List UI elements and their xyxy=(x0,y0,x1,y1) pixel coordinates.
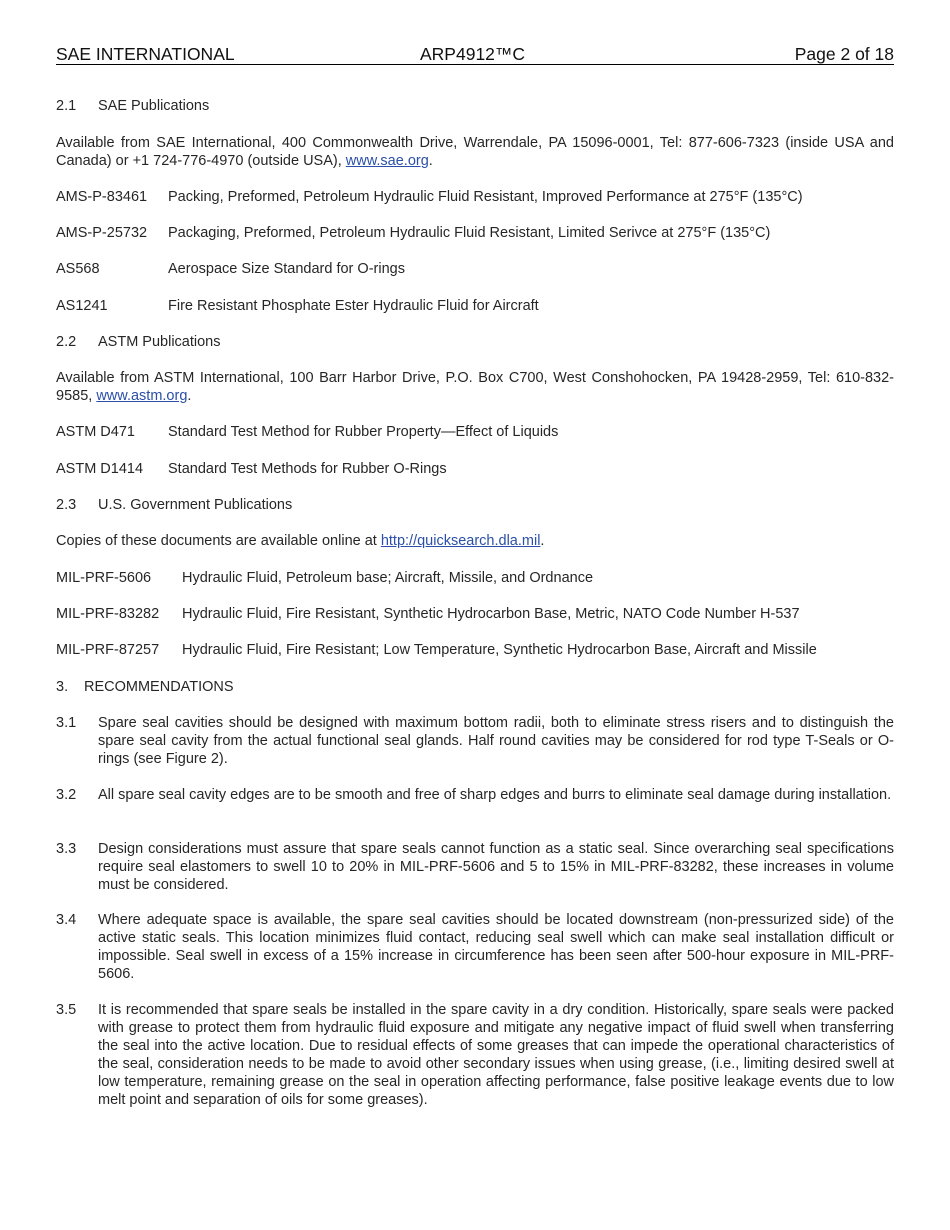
reference-title: Hydraulic Fluid, Fire Resistant, Synthetic Hydrocarbon Base, Metric, NATO Code Number H-537 xyxy=(182,606,800,622)
reference-row xyxy=(56,297,894,315)
reference-row xyxy=(56,188,894,206)
availability-text: Copies of these documents are available online at xyxy=(56,533,377,549)
section-number: 3. xyxy=(56,679,69,695)
section-title: ASTM Publications xyxy=(98,334,221,350)
page-header xyxy=(56,44,894,65)
reference-row xyxy=(56,569,894,587)
section-heading-2-3 xyxy=(56,496,894,514)
section-title: SAE Publications xyxy=(98,98,210,114)
item-text: Where adequate space is available, the spare seal cavities should be located downstream (non-pressurized side) of the active static seals. This location minimizes fluid contact, reducing seal swell which can make seal installation difficult or impossible. Seal swell in excess of a 15% increase in circumference has been seen after 500-hour exposure in MIL-PRF-5606. xyxy=(98,912,894,982)
reference-title: Packing, Preformed, Petroleum Hydraulic Fluid Resistant, Improved Performance at 275°F (135°C) xyxy=(168,189,803,205)
section-number: 2.1 xyxy=(56,98,77,114)
section-heading-2-1 xyxy=(56,97,894,115)
astm-availability-paragraph: Available from ASTM International, 100 Barr Harbor Drive, P.O. Box C700, West Conshohocken, PA 19428-2959, Tel: 610-832-9585, www.astm.org. xyxy=(56,370,894,404)
dla-quicksearch-link[interactable]: http://quicksearch.dla.mil xyxy=(380,533,541,549)
reference-code: ASTM D1414 xyxy=(56,461,144,477)
sae-availability-paragraph: Available from SAE International, 400 Commonwealth Drive, Warrendale, PA 15096-0001, Tel: 877-606-7323 (inside USA and Canada) or +1 724-776-4970 (outside USA), www.sae.org. xyxy=(56,135,894,169)
astm-website-link[interactable]: www.astm.org xyxy=(96,388,188,404)
availability-text: Available from SAE International, 400 Commonwealth Drive, Warrendale, PA 15096-0001, Tel: 877-606-7323 (inside USA and Canada) or +1 724-776-4970 (outside USA), xyxy=(56,135,894,169)
reference-title: Fire Resistant Phosphate Ester Hydraulic Fluid for Aircraft xyxy=(168,298,539,314)
reference-row xyxy=(56,423,894,441)
reference-code: AMS-P-25732 xyxy=(56,225,148,241)
sae-website-link[interactable]: www.sae.org xyxy=(345,153,429,169)
item-text: Design considerations must assure that spare seals cannot function as a static seal. Since overarching seal specifications require seal elastomers to swell 10 to 20% in MIL-PRF-5606 and 5 to 15% in MIL-PRF-83282, these increases in volume must be considered. xyxy=(98,841,894,893)
reference-code: MIL-PRF-5606 xyxy=(56,570,152,586)
availability-text: Available from ASTM International, 100 Barr Harbor Drive, P.O. Box C700, West Conshohocken, PA 19428-2959, Tel: 610-832-9585, xyxy=(56,370,894,404)
reference-code: AS568 xyxy=(56,261,100,277)
section-number: 2.3 xyxy=(56,497,77,513)
header-organization: SAE INTERNATIONAL xyxy=(56,44,235,64)
section-title: U.S. Government Publications xyxy=(98,497,293,513)
item-text: It is recommended that spare seals be installed in the spare cavity in a dry condition. Historically, spare seals were packed with grease to protect them from hydraulic fluid exposure and mitigate any negative impact of fluid swell when transferring the seal into the active location. Due to residual effects of some greases that can impede the operational characteristics of the seal, consideration needs to be made to avoid other secondary issues when using grease, (i.e., limiting desired swell at low temperature, remaining grease on the seal in operation affecting performance, false positive leakage events due to low melt point and separation of oils for some greases). xyxy=(98,1002,894,1108)
reference-title: Hydraulic Fluid, Fire Resistant; Low Temperature, Synthetic Hydrocarbon Base, Aircraft and Missile xyxy=(182,642,817,658)
reference-row xyxy=(56,641,894,659)
reference-title: Hydraulic Fluid, Petroleum base; Aircraft, Missile, and Ordnance xyxy=(182,570,594,586)
reference-title: Packaging, Preformed, Petroleum Hydraulic Fluid Resistant, Limited Serivce at 275°F (135°C) xyxy=(168,225,771,241)
item-number: 3.3 xyxy=(56,841,77,857)
section-title: RECOMMENDATIONS xyxy=(84,679,234,695)
reference-row xyxy=(56,224,894,242)
section-number: 2.2 xyxy=(56,334,77,350)
item-text: All spare seal cavity edges are to be smooth and free of sharp edges and burrs to eliminate seal damage during installation. xyxy=(98,787,892,803)
item-number: 3.1 xyxy=(56,715,77,731)
item-number: 3.5 xyxy=(56,1002,77,1018)
header-document-id: ARP4912™C xyxy=(420,44,526,64)
reference-row xyxy=(56,260,894,278)
reference-row xyxy=(56,460,894,478)
reference-code: AMS-P-83461 xyxy=(56,189,148,205)
reference-title: Standard Test Methods for Rubber O-Rings xyxy=(168,461,447,477)
reference-code: MIL-PRF-83282 xyxy=(56,606,160,622)
reference-row xyxy=(56,605,894,623)
government-availability-paragraph: Copies of these documents are available online at http://quicksearch.dla.mil. xyxy=(56,533,545,549)
item-number: 3.2 xyxy=(56,787,77,803)
reference-code: ASTM D471 xyxy=(56,424,135,440)
reference-code: MIL-PRF-87257 xyxy=(56,642,160,658)
section-heading-2-2 xyxy=(56,333,894,351)
section-heading-3 xyxy=(56,678,894,696)
reference-title: Standard Test Method for Rubber Property—Effect of Liquids xyxy=(168,424,559,440)
reference-title: Aerospace Size Standard for O-rings xyxy=(168,261,405,277)
reference-code: AS1241 xyxy=(56,298,108,314)
item-text: Spare seal cavities should be designed with maximum bottom radii, both to eliminate stress risers and to distinguish the spare seal cavity from the actual functional seal glands. Half round cavities may be considered for rod type T-Seals or O-rings (see Figure 2). xyxy=(98,715,894,767)
header-page-number: Page 2 of 18 xyxy=(794,44,894,64)
item-number: 3.4 xyxy=(56,912,77,928)
